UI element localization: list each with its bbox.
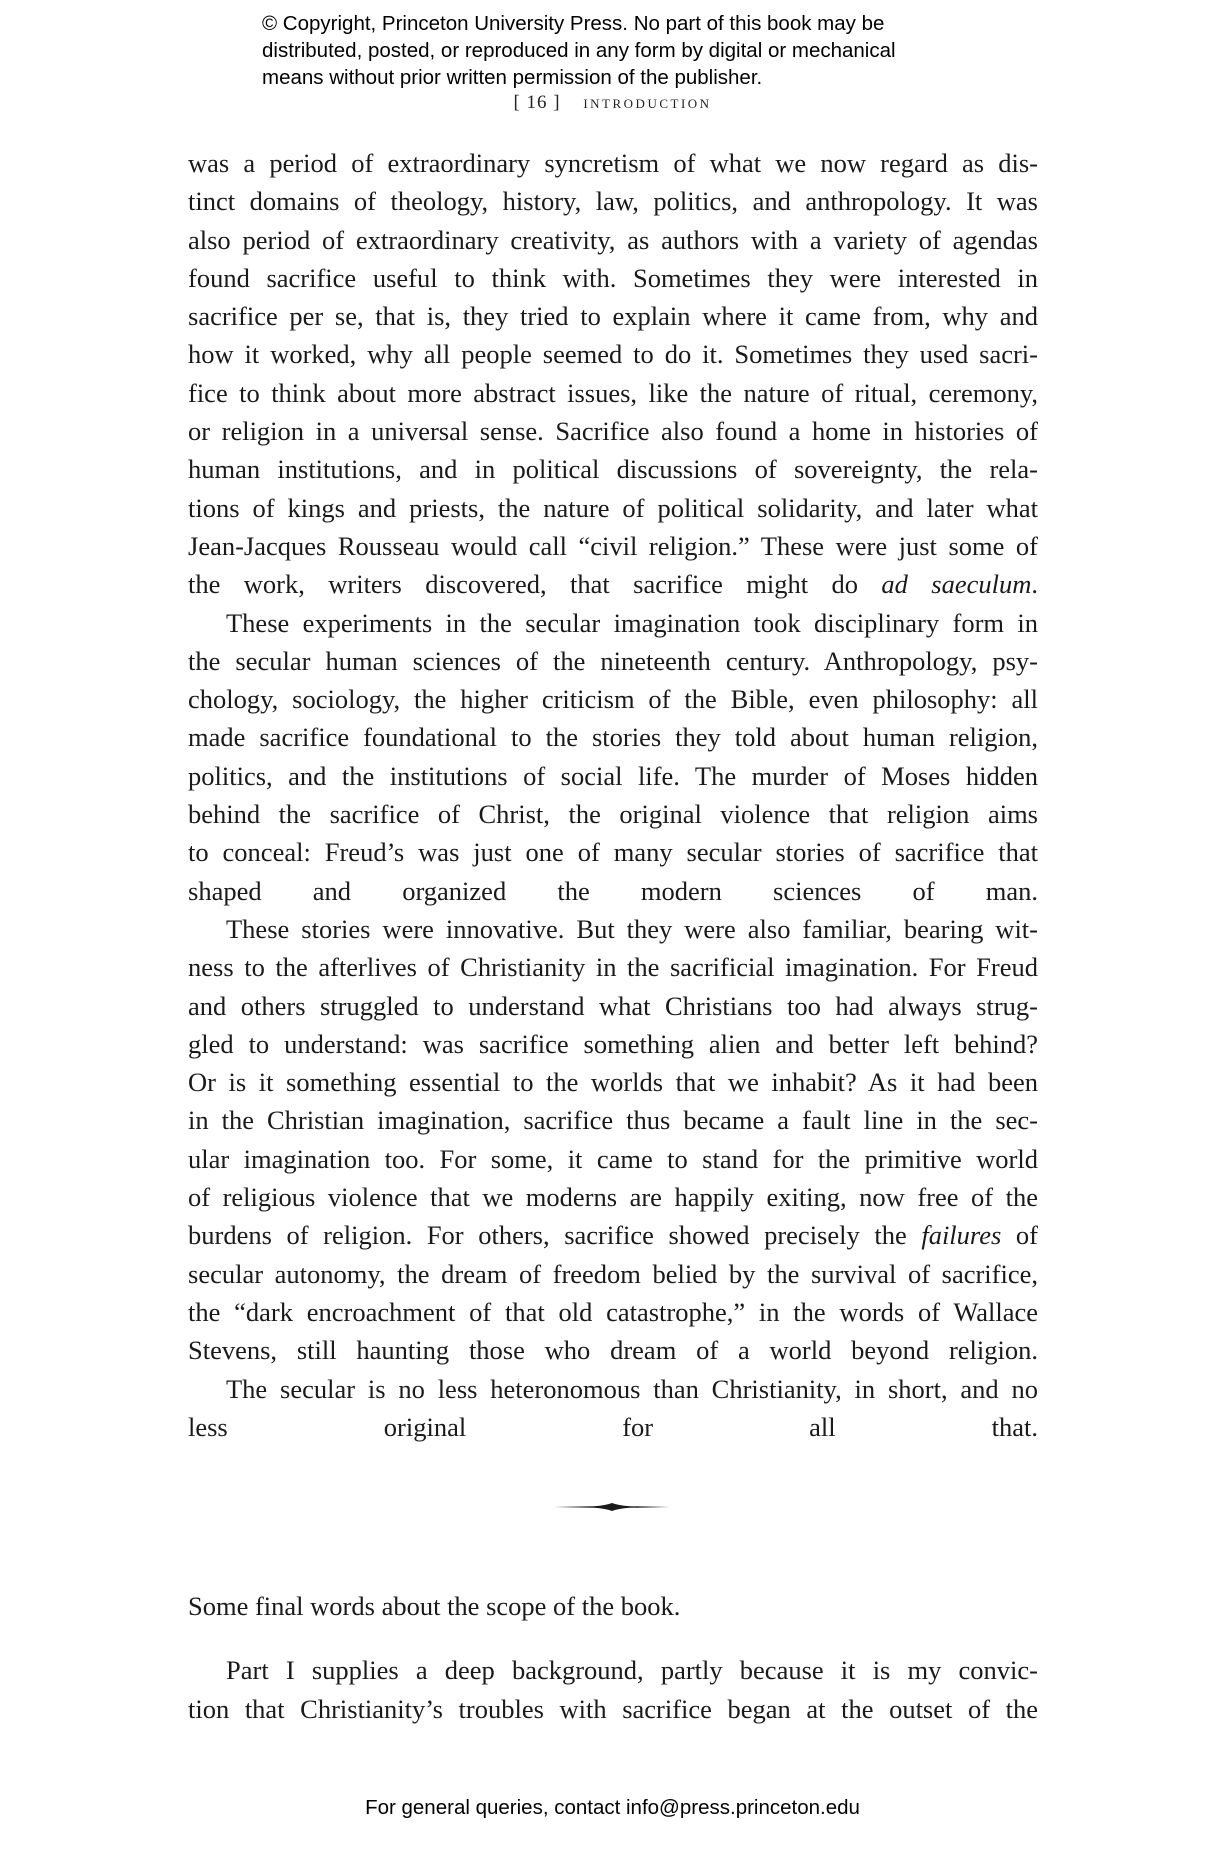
text-line: gled to understand: was sacrifice something alien and better left behind? (188, 1028, 1038, 1059)
text-line: human institutions, and in political discussions of sovereignty, the rela- (188, 454, 1038, 485)
text-line: tion that Christianity’s troubles with sacrifice began at the outset of the (188, 1693, 1038, 1724)
text-line (188, 565, 1038, 603)
italic-phrase: failures (921, 1220, 1002, 1251)
text-line: shaped and organized the modern sciences of man. (188, 875, 1038, 906)
copyright-line: © Copyright, Princeton University Press. No part of this book may be (262, 12, 885, 35)
text-run: burdens of religion. For others, sacrifice showed precisely the (188, 1220, 922, 1251)
paragraph-5 (188, 1587, 1038, 1625)
running-head (0, 92, 1225, 114)
text-line: Or is it something essential to the worlds that we inhabit? As it had been (188, 1067, 1038, 1098)
text-line: fice to think about more abstract issues, like the nature of ritual, ceremony, (188, 377, 1038, 408)
text-line: also period of extraordinary creativity, as authors with a variety of agendas (188, 224, 1038, 255)
body-text (188, 144, 1038, 1446)
text-line: behind the sacrifice of Christ, the original violence that religion aims (188, 799, 1038, 830)
paragraph-6 (188, 1651, 1038, 1728)
text-line: Some final words about the scope of the book. (188, 1590, 681, 1621)
paragraph-4 (188, 1370, 1038, 1447)
text-line: politics, and the institutions of social life. The murder of Moses hidden (188, 760, 1038, 791)
text-line: tinct domains of theology, history, law, politics, and anthropology. It was (188, 186, 1038, 217)
text-line: These experiments in the secular imagination took disciplinary form in (226, 607, 1038, 638)
text-line: how it worked, why all people seemed to do it. Sometimes they used sacri- (188, 339, 1038, 370)
text-line: less original for all that. (188, 1411, 1038, 1442)
paragraph-2 (188, 604, 1038, 910)
text-line: sacrifice per se, that is, they tried to explain where it came from, why and (188, 301, 1038, 332)
text-line: found sacrifice useful to think with. Sometimes they were interested in (188, 262, 1038, 293)
footer-contact: For general queries, contact info@press.princeton.edu (365, 1796, 860, 1819)
text-line: Stevens, still haunting those who dream of a world beyond religion. (188, 1335, 1038, 1366)
text-line: Jean-Jacques Rousseau would call “civil religion.” These were just some of (188, 530, 1038, 561)
text-run: of (1001, 1220, 1038, 1251)
text-run: the work, writers discovered, that sacrifice might do (188, 569, 882, 600)
text-line (188, 1216, 1038, 1254)
text-line: These stories were innovative. But they were also familiar, bearing wit- (226, 913, 1038, 944)
text-line: to conceal: Freud’s was just one of many secular stories of sacrifice that (188, 837, 1038, 868)
paragraph-3 (188, 910, 1038, 1370)
text-line: in the Christian imagination, sacrifice thus became a fault line in the sec- (188, 1105, 1038, 1136)
text-line: was a period of extraordinary syncretism of what we now regard as dis- (188, 148, 1038, 178)
text-line: or religion in a universal sense. Sacrifice also found a home in histories of (188, 416, 1038, 447)
text-line: ular imagination too. For some, it came to stand for the primitive world (188, 1143, 1038, 1174)
copyright-notice (262, 10, 982, 91)
text-line: chology, sociology, the higher criticism of the Bible, even philosophy: all (188, 684, 1038, 715)
copyright-line: means without prior written permission of the publisher. (262, 66, 763, 89)
text-run: . (1031, 569, 1038, 600)
text-line: of religious violence that we moderns are happily exiting, now free of the (188, 1182, 1038, 1213)
text-line: and others struggled to understand what Christians too had always strug- (188, 990, 1038, 1021)
section-break-ornament (554, 1500, 670, 1514)
paragraph-1 (188, 144, 1038, 604)
text-line: The secular is no less heteronomous than Christianity, in short, and no (226, 1373, 1038, 1404)
text-line: Part I supplies a deep background, partly because it is my convic- (226, 1655, 1038, 1686)
page-number: [ 16 ] (513, 92, 561, 113)
text-line: ness to the afterlives of Christianity in the sacrificial imagination. For Freud (188, 952, 1038, 983)
text-line: secular autonomy, the dream of freedom belied by the survival of sacrifice, (188, 1258, 1038, 1289)
italic-phrase: ad saeculum (881, 569, 1032, 600)
copyright-line: distributed, posted, or reproduced in any form by digital or mechanical (262, 39, 896, 62)
body-text-continued (188, 1560, 1038, 1754)
chapter-title: introduction (583, 92, 712, 113)
text-line: the “dark encroachment of that old catastrophe,” in the words of Wallace (188, 1296, 1038, 1327)
text-line: tions of kings and priests, the nature of political solidarity, and later what (188, 492, 1038, 523)
text-line: made sacrifice foundational to the stories they told about human religion, (188, 722, 1038, 753)
text-line: the secular human sciences of the nineteenth century. Anthropology, psy- (188, 645, 1038, 676)
